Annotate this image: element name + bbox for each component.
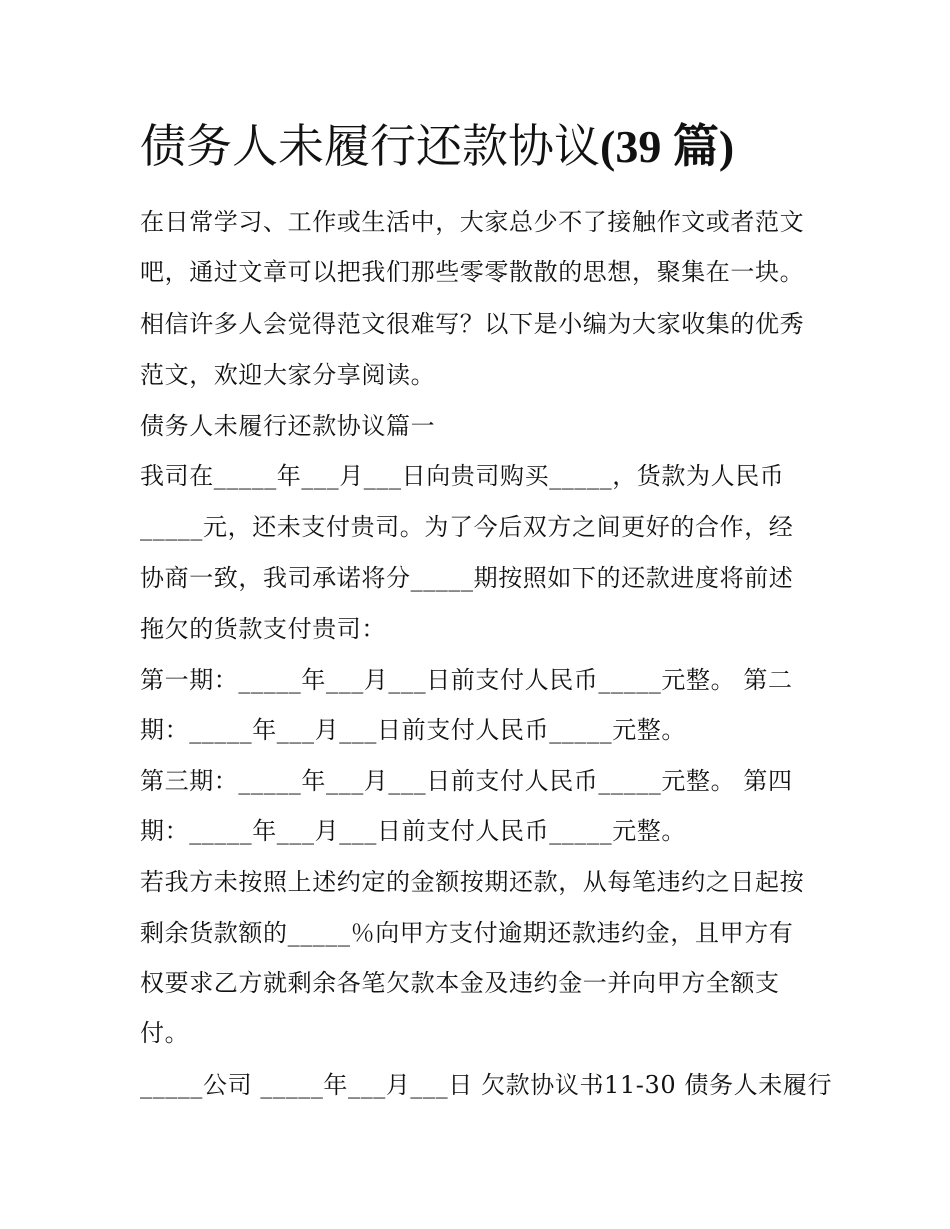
body-line-8: 协商一致，我司承诺将分_____期按照如下的还款进度将前述 <box>140 564 794 592</box>
body-line-2: 吧，通过文章可以把我们那些零零散散的思想，聚集在一块。 <box>140 258 805 286</box>
body-line-14: 若我方未按照上述约定的金额按期还款，从每笔违约之日起按 <box>140 868 805 896</box>
document-title <box>140 116 860 177</box>
body-line-4: 范文，欢迎大家分享阅读。 <box>140 361 436 389</box>
body-line-9: 拖欠的货款支付贵司： <box>140 615 386 643</box>
body-line-3: 相信许多人会觉得范文很难写？以下是小编为大家收集的优秀 <box>140 310 805 338</box>
body-line-17: 付。 <box>140 1019 190 1047</box>
body-line-11: 期：_____年___月___日前支付人民币_____元整。 <box>140 716 686 744</box>
title-count: (39 篇) <box>600 121 735 172</box>
body-line-10: 第一期：_____年___月___日前支付人民币_____元整。 第二 <box>140 666 793 694</box>
body-line-13: 期：_____年___月___日前支付人民币_____元整。 <box>140 817 686 845</box>
body-line-7: _____元，还未支付贵司。为了今后双方之间更好的合作，经 <box>140 513 794 541</box>
body-line-6: 我司在_____年___月___日向贵司购买_____，货款为人民币 <box>140 462 785 490</box>
body-line-15: 剩余货款额的_____％向甲方支付逾期还款违约金，且甲方有 <box>140 919 794 947</box>
title-main: 债务人未履行还款协议 <box>140 119 600 173</box>
body-line-18: _____公司 _____年___月___日 欠款协议书11-30 债务人未履行 <box>140 1071 833 1099</box>
body-line-1: 在日常学习、工作或生活中，大家总少不了接触作文或者范文 <box>140 208 805 236</box>
body-line-16: 权要求乙方就剩余各笔欠款本金及违约金一并向甲方全额支 <box>140 969 780 997</box>
body-line-12: 第三期：_____年___月___日前支付人民币_____元整。 第四 <box>140 767 793 795</box>
section-heading: 债务人未履行还款协议篇一 <box>140 412 436 440</box>
